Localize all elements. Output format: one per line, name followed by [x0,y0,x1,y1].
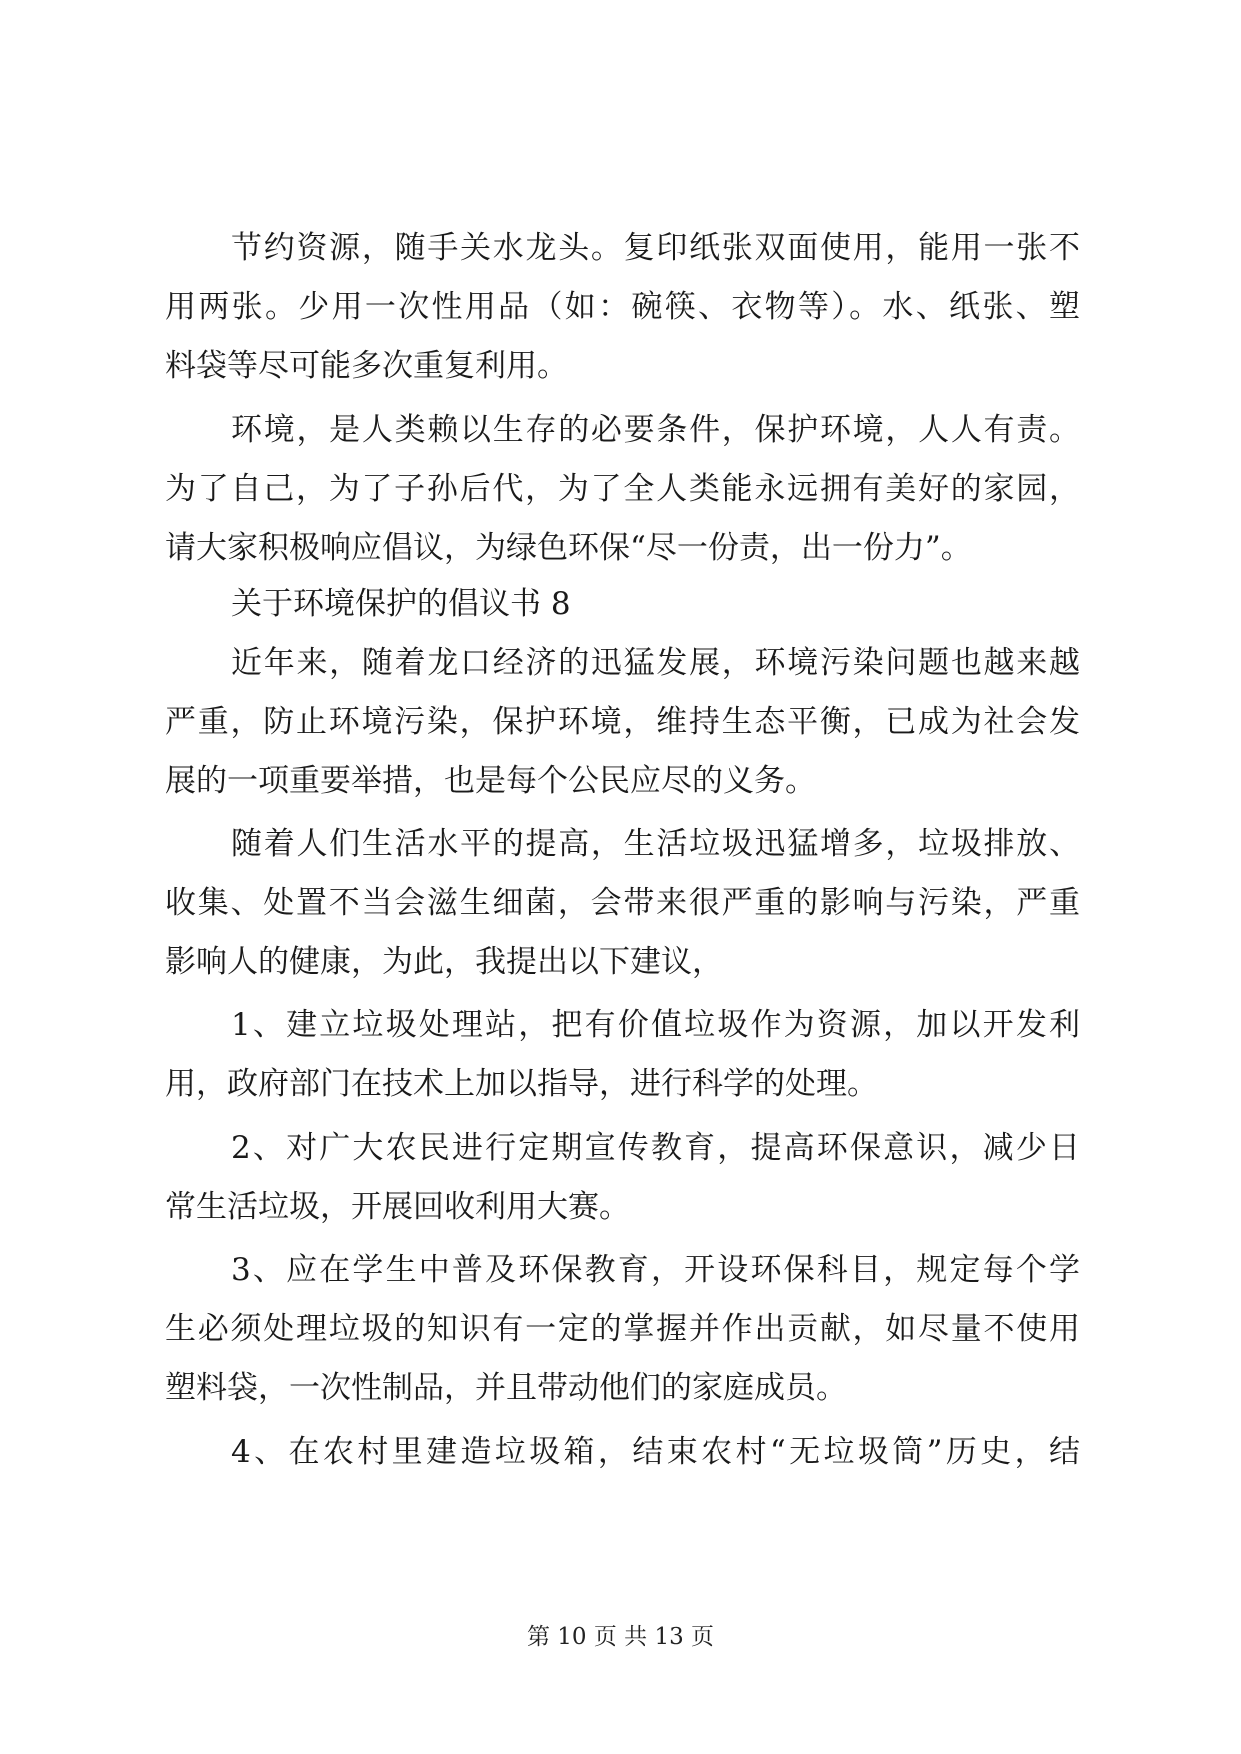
page-number: 第 10 页 共 13 页 [526,1624,715,1650]
list-item-line: 用，政府部门在技术上加以指导，进行科学的处理。 [165,1066,878,1102]
paragraph-line: 为了自己，为了子孙后代，为了全人类能永远拥有美好的家园， [165,471,1080,507]
paragraph-line: 用两张。少用一次性用品（如：碗筷、衣物等）。水、纸张、塑 [165,289,1080,325]
list-item-line: 2、对广大农民进行定期宣传教育，提高环保意识，减少日 [231,1130,1080,1166]
paragraph-line: 收集、处置不当会滋生细菌，会带来很严重的影响与污染，严重 [165,885,1080,921]
paragraph-line: 严重，防止环境污染，保护环境，维持生态平衡，已成为社会发 [165,704,1080,740]
paragraph-line: 近年来，随着龙口经济的迅猛发展，环境污染问题也越来越 [231,645,1080,681]
paragraph-line: 影响人的健康，为此，我提出以下建议， [165,944,723,980]
page-footer [0,1622,1241,1652]
list-item-line: 1、建立垃圾处理站，把有价值垃圾作为资源，加以开发利 [231,1007,1080,1043]
paragraph-line: 请大家积极响应倡议，为绿色环保“尽一份责，出一份力”。 [165,530,972,566]
list-item-line: 4、在农村里建造垃圾箱，结束农村“无垃圾筒”历史，结 [231,1434,1080,1470]
list-item-line: 生必须处理垃圾的知识有一定的掌握并作出贡献，如尽量不使用 [165,1311,1080,1347]
section-heading: 关于环境保护的倡议书 8 [231,586,571,622]
list-item-line: 塑料袋，一次性制品，并且带动他们的家庭成员。 [165,1370,847,1406]
paragraph-line: 环境，是人类赖以生存的必要条件，保护环境，人人有责。 [231,412,1080,448]
paragraph-line: 随着人们生活水平的提高，生活垃圾迅猛增多，垃圾排放、 [231,826,1080,862]
list-item-line: 3、应在学生中普及环保教育，开设环保科目，规定每个学 [231,1252,1080,1288]
paragraph-line: 料袋等尽可能多次重复利用。 [165,348,568,384]
paragraph-line: 展的一项重要举措，也是每个公民应尽的义务。 [165,763,816,799]
list-item-line: 常生活垃圾，开展回收利用大赛。 [165,1189,630,1225]
paragraph-line: 节约资源，随手关水龙头。复印纸张双面使用，能用一张不 [231,230,1080,266]
